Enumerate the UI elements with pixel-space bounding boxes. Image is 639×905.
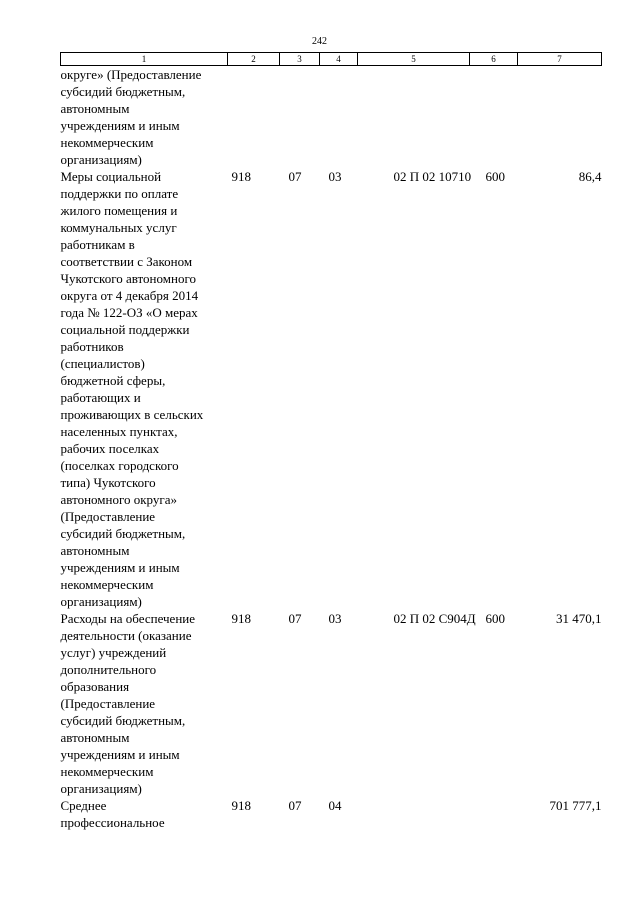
row-grbs	[228, 66, 280, 169]
row-subsection: 04	[328, 798, 342, 813]
row-sum: 86,4	[578, 169, 602, 184]
row-name: Меры социальной поддержки по оплате жилого помещения и коммунальных услуг работникам в соответствии с Законом Чукотского автономного округа от 4 декабря 2014 года № 122-ОЗ «О мерах социальной поддержки работников (специалистов) бюджетной сферы, работающих и проживающих в сельских населенных пунктах, рабочих поселках (поселках городского типа) Чукотского автономного округа» (Предоставление субсидий бюджетным, автономным учреждениям и иным некоммерческим организациям)	[60, 169, 204, 609]
row-subsection	[320, 66, 358, 169]
row-csr	[358, 797, 470, 831]
row-grbs: 918	[231, 798, 251, 813]
page-number: 242	[312, 36, 327, 47]
column-header-vr: 6	[470, 53, 518, 66]
row-section: 07	[288, 169, 302, 184]
row-section	[280, 66, 320, 169]
row-sum	[518, 66, 602, 169]
table-row	[61, 797, 602, 831]
row-vr: 600	[485, 169, 505, 184]
table-row	[61, 168, 602, 610]
row-name: Среднее профессиональное	[60, 798, 165, 830]
row-vr	[470, 66, 518, 169]
table-row	[61, 610, 602, 797]
row-grbs: 918	[231, 169, 251, 184]
row-csr: 02 П 02 С904Д	[393, 611, 476, 626]
row-csr	[358, 66, 470, 169]
row-section: 07	[288, 798, 302, 813]
row-vr	[470, 797, 518, 831]
budget-table	[60, 52, 602, 831]
row-subsection: 03	[328, 611, 342, 626]
row-section: 07	[288, 611, 302, 626]
column-header-section: 3	[280, 53, 320, 66]
row-csr: 02 П 02 10710	[393, 169, 472, 184]
row-name: округе» (Предоставление субсидий бюджетным, автономным учреждениям и иным некоммерческим организациям)	[60, 67, 202, 167]
row-name: Расходы на обеспечение деятельности (оказание услуг) учреждений дополнительного образования (Предоставление субсидий бюджетным, автономным учреждениям и иным некоммерческим организациям)	[60, 611, 196, 796]
header-row	[61, 53, 602, 66]
row-sum: 701 777,1	[549, 798, 602, 813]
row-subsection: 03	[328, 169, 342, 184]
table-row	[61, 66, 602, 169]
row-sum: 31 470,1	[556, 611, 602, 626]
column-header-grbs: 2	[228, 53, 280, 66]
column-header-name: 1	[61, 53, 228, 66]
row-vr: 600	[485, 611, 505, 626]
column-header-subsection: 4	[320, 53, 358, 66]
column-header-csr: 5	[358, 53, 470, 66]
column-header-sum: 7	[518, 53, 602, 66]
row-grbs: 918	[231, 611, 251, 626]
